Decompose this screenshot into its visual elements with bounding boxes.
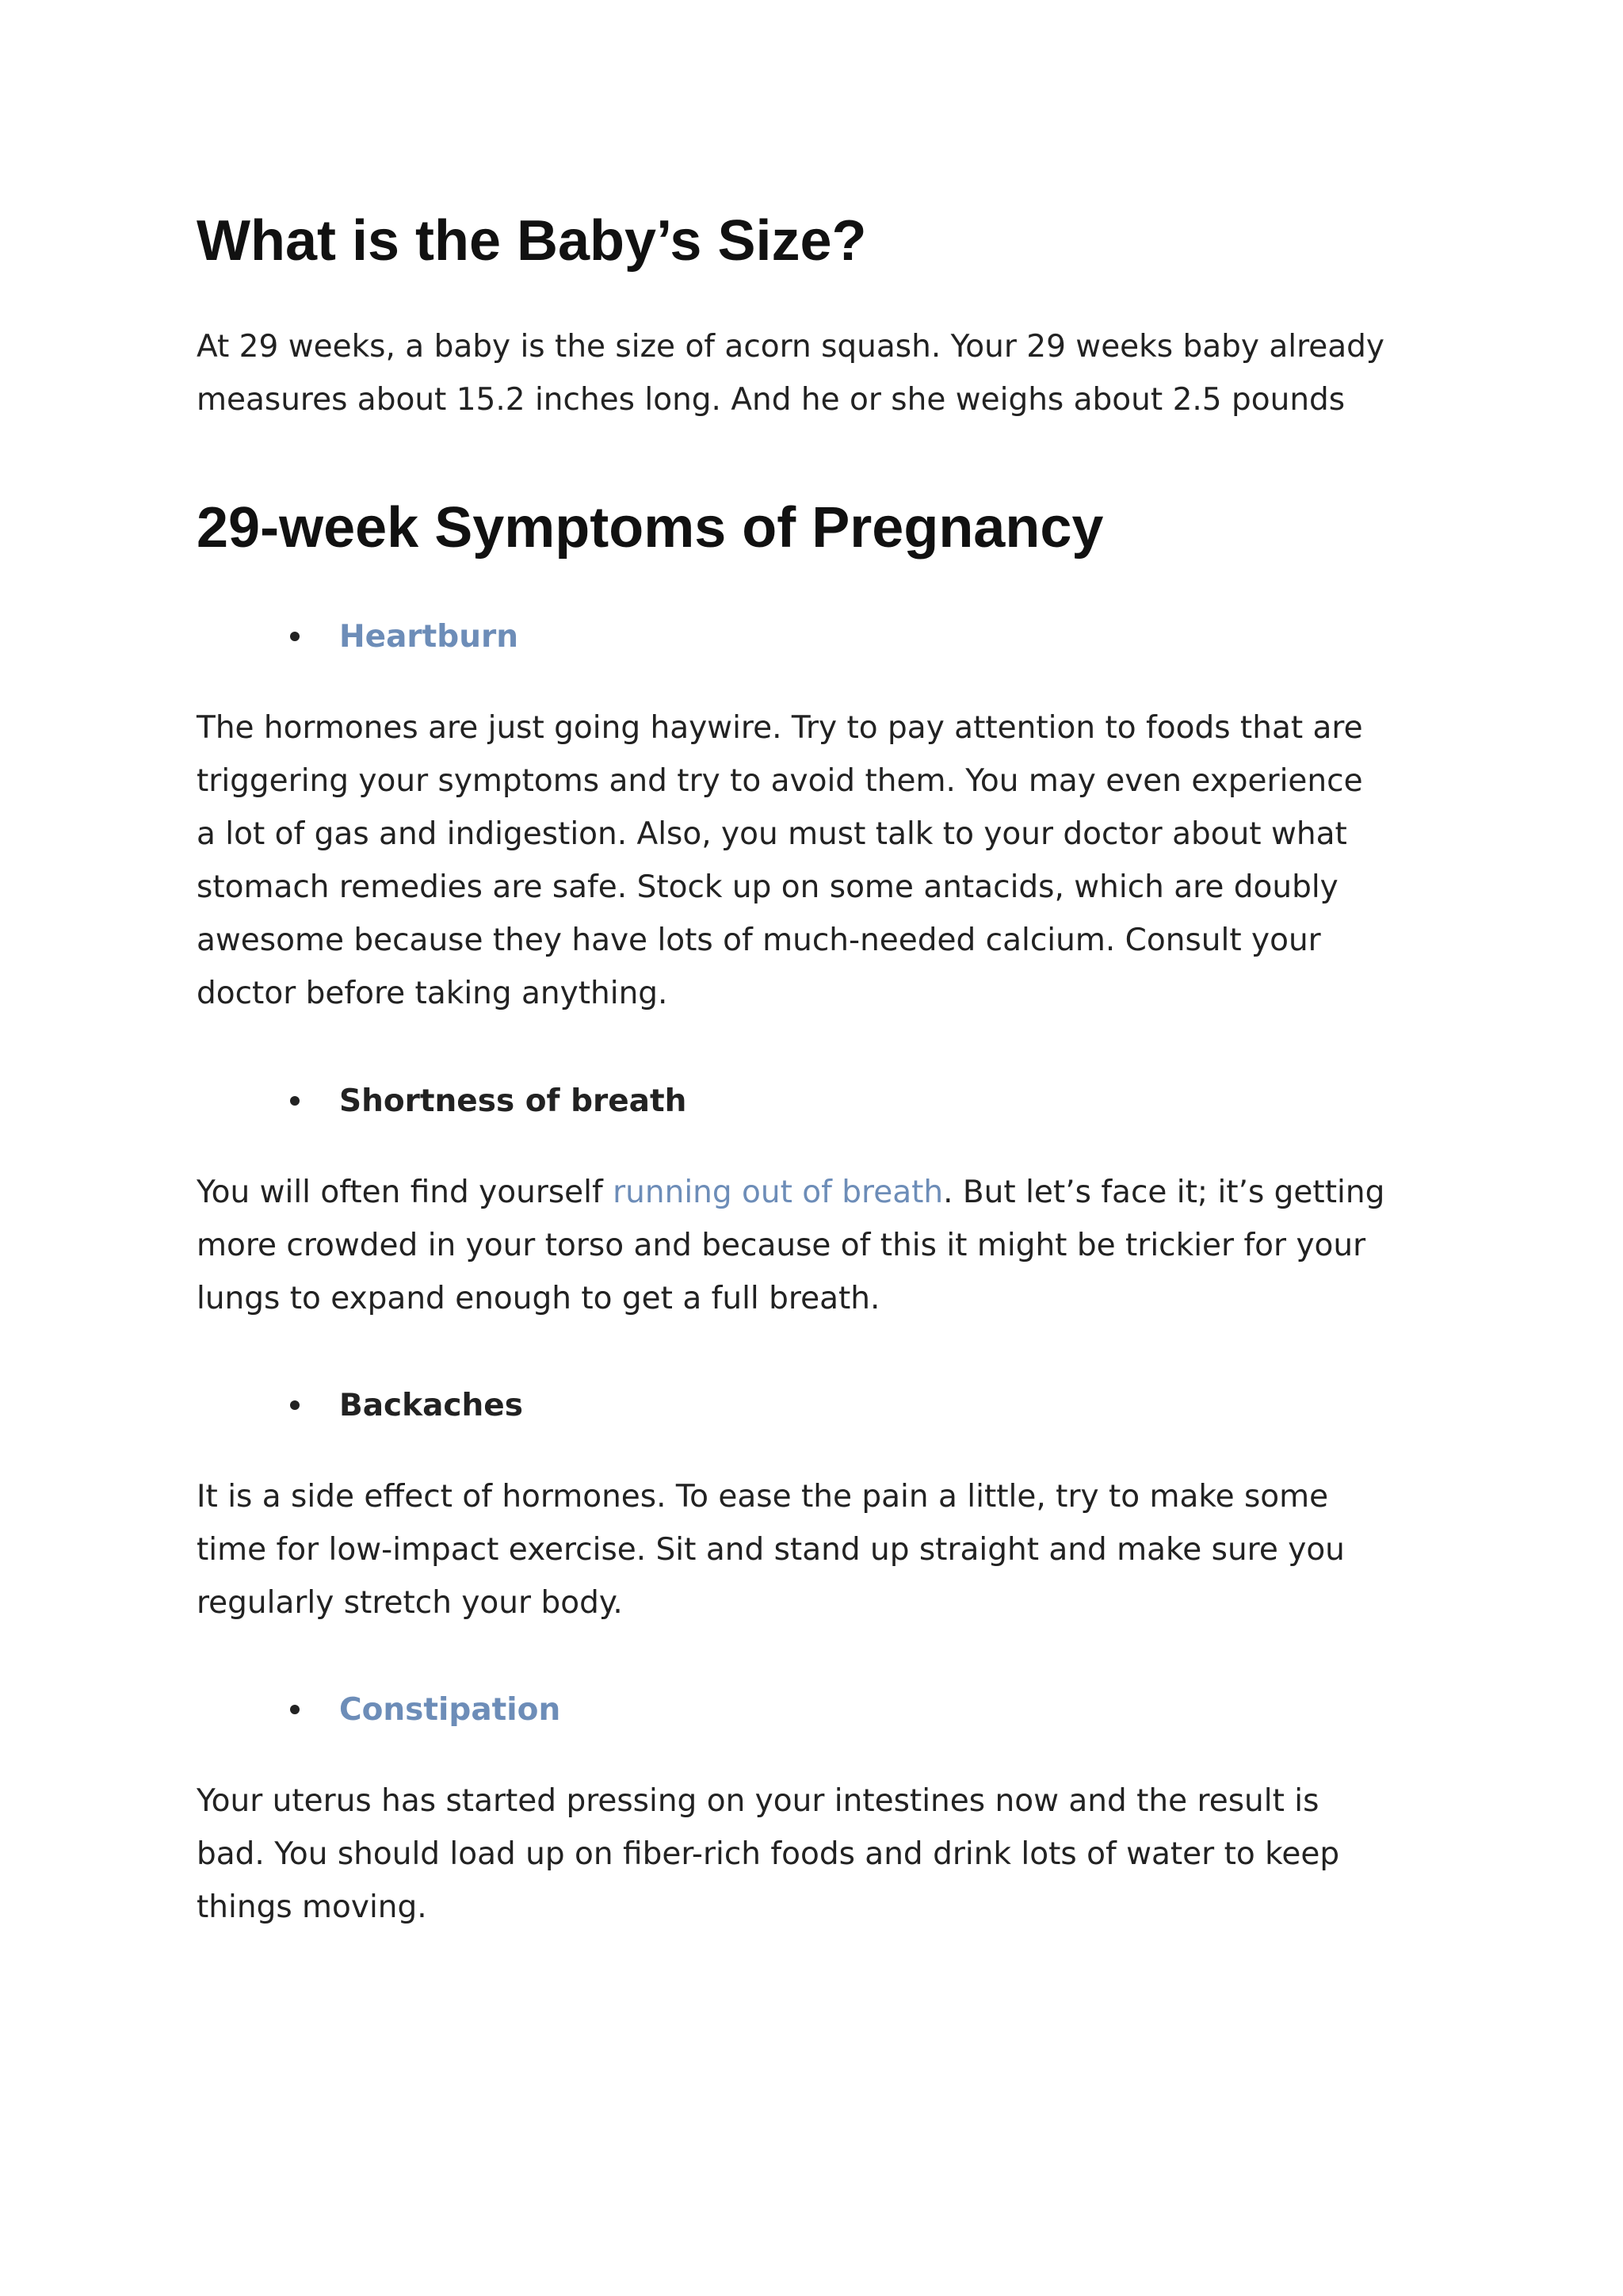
constipation-link[interactable]: Constipation xyxy=(339,1692,561,1728)
bullet-dot-icon xyxy=(290,1705,300,1714)
paragraph-line: The hormones are just going haywire. Try to pay attention to foods that are xyxy=(197,710,1363,746)
paragraph-line: doctor before taking anything. xyxy=(197,976,668,1011)
baby-size-heading: What is the Baby’s Size? xyxy=(197,209,867,273)
heartburn-paragraph xyxy=(197,701,1449,1020)
paragraph-line: time for low-impact exercise. Sit and stand up straight and make sure you xyxy=(197,1532,1345,1568)
bullet-dot-icon xyxy=(290,632,300,641)
backaches-label: Backaches xyxy=(339,1388,523,1423)
paragraph-line: bad. You should load up on fiber-rich foods and drink lots of water to keep xyxy=(197,1836,1340,1872)
baby-size-paragraph xyxy=(197,320,1449,426)
bullet-dot-icon xyxy=(290,1096,300,1106)
paragraph-line: regularly stretch your body. xyxy=(197,1585,623,1621)
backaches-paragraph xyxy=(197,1470,1449,1629)
heartburn-link[interactable]: Heartburn xyxy=(339,619,518,655)
paragraph-line: It is a side effect of hormones. To ease the pain a little, try to make some xyxy=(197,1479,1329,1515)
text-segment: . But let’s face it; it’s getting xyxy=(943,1175,1385,1210)
text-segment: You will often find yourself xyxy=(197,1175,613,1210)
paragraph-line: awesome because they have lots of much-needed calcium. Consult your xyxy=(197,923,1321,958)
paragraph-line: a lot of gas and indigestion. Also, you must talk to your doctor about what xyxy=(197,816,1347,852)
paragraph-line: measures about 15.2 inches long. And he or she weighs about 2.5 pounds xyxy=(197,382,1346,418)
paragraph-line: lungs to expand enough to get a full breath. xyxy=(197,1281,880,1316)
paragraph-line: things moving. xyxy=(197,1889,427,1925)
bullet-heartburn xyxy=(290,613,518,661)
bullet-dot-icon xyxy=(290,1400,300,1410)
constipation-paragraph xyxy=(197,1775,1449,1934)
bullet-constipation xyxy=(290,1687,560,1734)
running-out-of-breath-link[interactable]: running out of breath xyxy=(613,1175,944,1210)
bullet-backaches xyxy=(290,1382,523,1430)
paragraph-line: Your uterus has started pressing on your intestines now and the result is xyxy=(197,1783,1319,1819)
bullet-shortness-of-breath xyxy=(290,1078,686,1125)
paragraph-line: stomach remedies are safe. Stock up on some antacids, which are doubly xyxy=(197,869,1338,905)
paragraph-line xyxy=(197,1166,1449,1219)
paragraph-line: triggering your symptoms and try to avoid them. You may even experience xyxy=(197,763,1363,799)
shortness-paragraph xyxy=(197,1166,1449,1325)
paragraph-line: more crowded in your torso and because of this it might be trickier for your xyxy=(197,1228,1366,1263)
paragraph-line: At 29 weeks, a baby is the size of acorn squash. Your 29 weeks baby already xyxy=(197,329,1385,365)
symptoms-heading: 29-week Symptoms of Pregnancy xyxy=(197,496,1104,560)
shortness-of-breath-label: Shortness of breath xyxy=(339,1083,687,1119)
